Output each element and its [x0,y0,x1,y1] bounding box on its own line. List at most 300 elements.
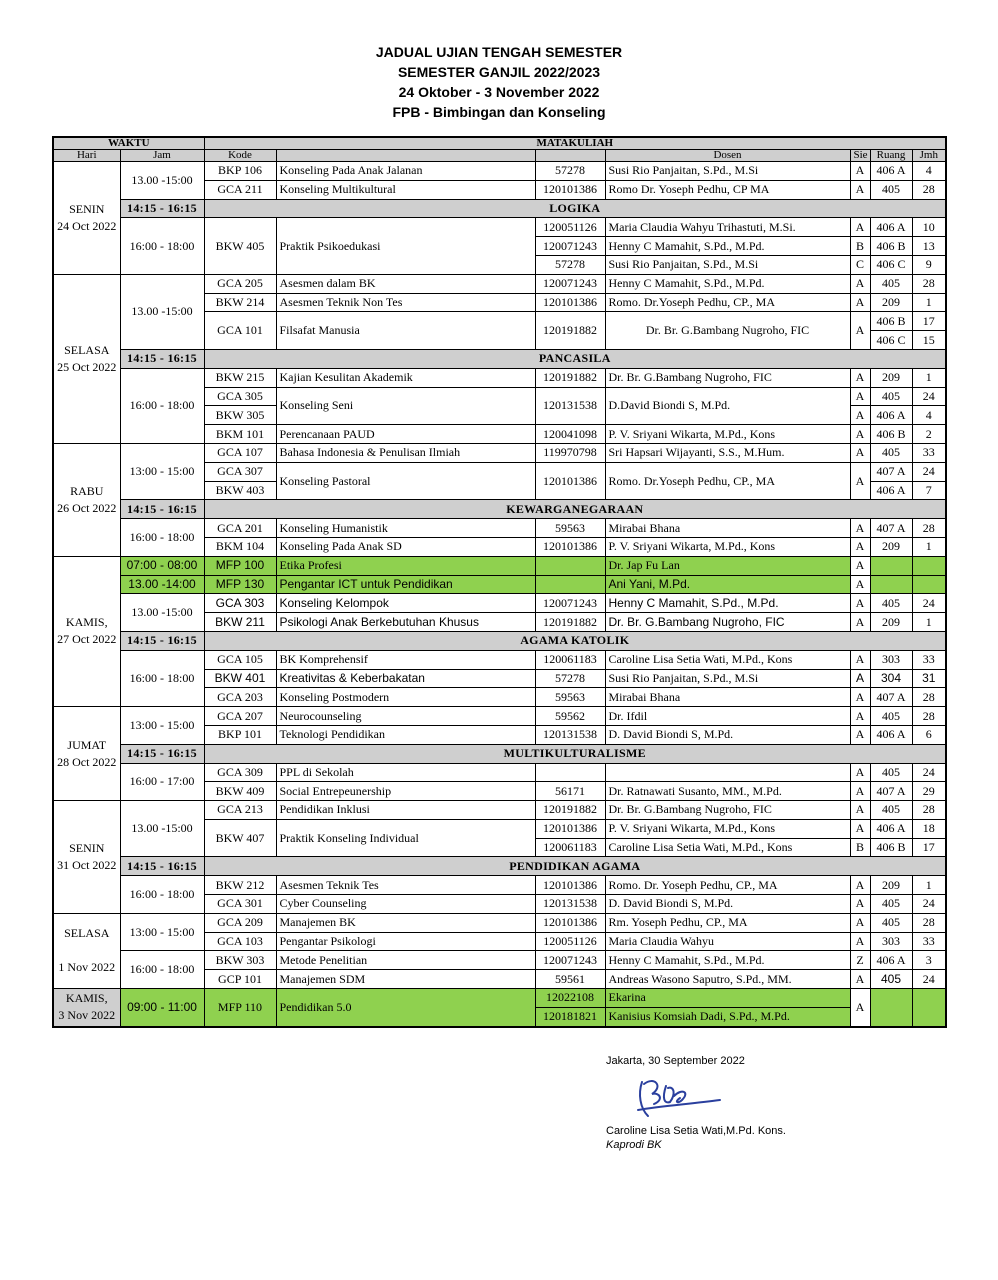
section: A [850,970,870,989]
course-name: Manajemen BK [276,913,535,932]
course-code: GCA 205 [204,274,276,293]
room: 304 [870,669,912,688]
lecturer-id: 120061183 [535,838,605,857]
lecturer-id: 56171 [535,782,605,801]
count: 24 [912,387,946,406]
day-name: SELASA [64,926,110,941]
table-row [53,650,946,669]
course-code: GCA 211 [204,180,276,199]
room: 405 [870,913,912,932]
room: 405 [870,274,912,293]
room: 209 [870,613,912,632]
day-name: JUMAT [67,737,107,752]
lecturer-name: Romo. Dr. Yoseph Pedhu, CP., MA [605,876,850,895]
lecturer-name: Caroline Lisa Setia Wati, M.Pd., Kons [605,838,850,857]
day-name: RABU [70,483,104,498]
room: 407 A [870,782,912,801]
title-line-2: SEMESTER GANJIL 2022/2023 [397,64,601,80]
lecturer-id: 120101386 [535,180,605,199]
signatory-name: Caroline Lisa Setia Wati,M.Pd. Kons. [606,1125,786,1137]
room: 406 A [870,162,912,181]
table-row [53,951,946,970]
time-cell: 13.00 -15:00 [120,594,204,632]
lecturer-id: 120101386 [535,293,605,312]
room: 406 B [870,425,912,444]
course-name: Pendidikan 5.0 [276,989,535,1027]
room: 406 A [870,819,912,838]
room: 406 A [870,951,912,970]
count: 3 [912,951,946,970]
room: 209 [870,876,912,895]
count: 17 [912,838,946,857]
time-cell: 16:00 - 18:00 [120,876,204,914]
course-name: Konseling Pada Anak Jalanan [276,162,535,181]
day-date: 28 Oct 2022 [57,754,117,769]
room: 405 [870,895,912,914]
course-code: GCA 307 [204,462,276,481]
room [870,556,912,575]
lecturer-id [535,575,605,594]
table-row [53,443,946,462]
course-name: Psikologi Anak Berkebutuhan Khusus [276,613,535,632]
day-date: 25 Oct 2022 [57,359,117,374]
day-name: KAMIS, [65,615,108,630]
header-mk-blank [276,150,535,162]
lecturer-id: 120061183 [535,650,605,669]
lecturer-id [535,556,605,575]
section: C [850,255,870,274]
count: 28 [912,180,946,199]
room: 406 B [870,838,912,857]
lecturer-id: 120071243 [535,274,605,293]
course-name: Teknologi Pendidikan [276,725,535,744]
lecturer-id: 59562 [535,707,605,726]
lecturer-id: 57278 [535,669,605,688]
room: 209 [870,368,912,387]
table-row [53,763,946,782]
lecturer-name: Maria Claudia Wahyu [605,932,850,951]
count: 24 [912,895,946,914]
lecturer-id: 120071243 [535,237,605,256]
break-subject: AGAMA KATOLIK [204,631,946,650]
break-row [53,744,946,763]
count: 24 [912,970,946,989]
break-row [53,857,946,876]
lecturer-name: Henny C Mamahit, S.Pd., M.Pd. [605,237,850,256]
lecturer-name: Ani Yani, M.Pd. [605,575,850,594]
course-name: Kreativitas & Keberbakatan [276,669,535,688]
header-dosen: Dosen [605,150,850,162]
title-line-1: JADUAL UJIAN TENGAH SEMESTER [375,44,623,60]
count: 28 [912,688,946,707]
time-cell: 13:00 - 15:00 [120,707,204,745]
section: Z [850,951,870,970]
day-name: SELASA [64,342,110,357]
count: 15 [912,331,946,350]
section: A [850,425,870,444]
lecturer-id: 120131538 [535,387,605,425]
lecturer-name: Kanisius Komsiah Dadi, S.Pd., M.Pd. [605,1007,850,1026]
course-code: BKW 212 [204,876,276,895]
day-date: 31 Oct 2022 [57,857,117,872]
course-name: Praktik Psikoedukasi [276,218,535,274]
course-code: MFP 100 [204,556,276,575]
lecturer-id: 120041098 [535,425,605,444]
day-name: KAMIS, [65,991,108,1006]
course-name: PPL di Sekolah [276,763,535,782]
section: A [850,782,870,801]
time-cell: 16:00 - 18:00 [120,218,204,274]
section: A [850,406,870,425]
section: A [850,274,870,293]
table-row [53,162,946,181]
break-subject: MULTIKULTURALISME [204,744,946,763]
course-code: BKM 104 [204,537,276,556]
lecturer-id [535,763,605,782]
room: 406 C [870,255,912,274]
section: A [850,876,870,895]
header-jmh: Jmh [912,150,946,162]
break-row [53,631,946,650]
table-row [53,274,946,293]
section: B [850,838,870,857]
section: A [850,462,870,500]
lecturer-id: 120101386 [535,537,605,556]
course-code: MFP 110 [204,989,276,1027]
course-code: GCA 209 [204,913,276,932]
room: 407 A [870,688,912,707]
course-name: Konseling Multikultural [276,180,535,199]
course-name: Asesmen Teknik Tes [276,876,535,895]
count [912,575,946,594]
course-name: Konseling Postmodern [276,688,535,707]
lecturer-id: 120131538 [535,725,605,744]
room: 405 [870,387,912,406]
lecturer-id: 12022108 [535,989,605,1008]
count: 13 [912,237,946,256]
room: 405 [870,594,912,613]
table-row [53,519,946,538]
table-row [53,876,946,895]
handwritten-signature-image [630,1074,725,1122]
count: 1 [912,368,946,387]
lecturer-name: Romo Dr. Yoseph Pedhu, CP MA [605,180,850,199]
course-code: BKM 101 [204,425,276,444]
lecturer-name: Dr. Br. G.Bambang Nugroho, FIC [605,613,850,632]
header-sie: Sie [850,150,870,162]
course-code: BKP 101 [204,725,276,744]
break-row [53,500,946,519]
day-cell [53,913,120,988]
course-name: Kajian Kesulitan Akademik [276,368,535,387]
lecturer-id: 120191882 [535,801,605,820]
count: 1 [912,876,946,895]
count: 1 [912,613,946,632]
room: 407 A [870,519,912,538]
lecturer-name: D.David Biondi S, M.Pd. [605,387,850,425]
count: 28 [912,913,946,932]
lecturer-id: 120051126 [535,932,605,951]
header-kode: Kode [204,150,276,162]
table-row [53,801,946,820]
lecturer-name: Sri Hapsari Wijayanti, S.S., M.Hum. [605,443,850,462]
count: 4 [912,406,946,425]
count: 28 [912,519,946,538]
break-row [53,199,946,218]
lecturer-name: P. V. Sriyani Wikarta, M.Pd., Kons [605,537,850,556]
section: A [850,669,870,688]
break-subject: PANCASILA [204,349,946,368]
room: 405 [870,443,912,462]
course-name: Etika Profesi [276,556,535,575]
room: 406 B [870,237,912,256]
lecturer-name: D. David Biondi S, M.Pd. [605,725,850,744]
lecturer-id: 120051126 [535,218,605,237]
lecturer-name: Caroline Lisa Setia Wati, M.Pd., Kons [605,650,850,669]
course-name: Asesmen Teknik Non Tes [276,293,535,312]
section: A [850,537,870,556]
course-name: Pengantar ICT untuk Pendidikan [276,575,535,594]
break-time: 14:15 - 16:15 [120,199,204,218]
section: A [850,218,870,237]
course-name: BK Komprehensif [276,650,535,669]
section: A [850,932,870,951]
lecturer-id: 120191882 [535,613,605,632]
header-ruang: Ruang [870,150,912,162]
day-name: SENIN [69,840,105,855]
course-code: BKW 409 [204,782,276,801]
header-row-group [53,137,946,150]
section: A [850,688,870,707]
count: 33 [912,932,946,951]
course-code: BKW 305 [204,406,276,425]
count: 6 [912,725,946,744]
course-code: BKP 106 [204,162,276,181]
count: 2 [912,425,946,444]
signature-block [606,1124,786,1152]
lecturer-name [605,763,850,782]
lecturer-name: Mirabai Bhana [605,519,850,538]
lecturer-name: Romo. Dr.Yoseph Pedhu, CP., MA [605,462,850,500]
time-cell: 13.00 -15:00 [120,274,204,349]
course-code: BKW 403 [204,481,276,500]
lecturer-id: 120191882 [535,312,605,350]
day-cell [53,989,120,1027]
room: 407 A [870,462,912,481]
section: A [850,725,870,744]
lecturer-name: Susi Rio Panjaitan, S.Pd., M.Si [605,255,850,274]
section: A [850,989,870,1027]
count: 28 [912,274,946,293]
count: 24 [912,594,946,613]
course-code: BKW 214 [204,293,276,312]
day-cell [53,162,120,275]
lecturer-name: Romo. Dr.Yoseph Pedhu, CP., MA [605,293,850,312]
time-cell: 09:00 - 11:00 [120,989,204,1027]
table-row [53,913,946,932]
room: 303 [870,932,912,951]
count: 29 [912,782,946,801]
room: 209 [870,537,912,556]
table-row [53,575,946,594]
course-name: Perencanaan PAUD [276,425,535,444]
lecturer-name: Henny C Mamahit, S.Pd., M.Pd. [605,594,850,613]
count [912,556,946,575]
header-nid-blank [535,150,605,162]
section: A [850,594,870,613]
day-date: 24 Oct 2022 [57,218,117,233]
section: A [850,368,870,387]
lecturer-name: Maria Claudia Wahyu Trihastuti, M.Si. [605,218,850,237]
room: 406 A [870,725,912,744]
course-code: GCA 103 [204,932,276,951]
section: A [850,312,870,350]
section: A [850,763,870,782]
count: 31 [912,669,946,688]
section: A [850,180,870,199]
room: 405 [870,763,912,782]
course-name: Konseling Kelompok [276,594,535,613]
lecturer-name: Dr. Jap Fu Lan [605,556,850,575]
lecturer-id: 120071243 [535,594,605,613]
lecturer-name: Rm. Yoseph Pedhu, CP., MA [605,913,850,932]
lecturer-id: 59563 [535,688,605,707]
course-code: BKW 303 [204,951,276,970]
count: 24 [912,763,946,782]
section: A [850,575,870,594]
document-title-block [0,42,998,122]
day-date: 26 Oct 2022 [57,500,117,515]
course-code: GCP 101 [204,970,276,989]
course-name: Manajemen SDM [276,970,535,989]
count: 28 [912,801,946,820]
course-name: Neurocounseling [276,707,535,726]
room: 405 [870,970,912,989]
course-code: BKW 401 [204,669,276,688]
course-name: Filsafat Manusia [276,312,535,350]
course-name: Social Entrepeunership [276,782,535,801]
time-cell: 13:00 - 15:00 [120,913,204,951]
course-code: GCA 309 [204,763,276,782]
course-name: Praktik Konseling Individual [276,819,535,857]
signature-place-date: Jakarta, 30 September 2022 [606,1055,745,1067]
lecturer-id: 120131538 [535,895,605,914]
header-matakuliah: MATAKULIAH [204,137,946,150]
exam-schedule-table [52,136,947,1028]
section: A [850,819,870,838]
lecturer-id: 120101386 [535,876,605,895]
time-cell: 13:00 - 15:00 [120,443,204,499]
day-cell [53,443,120,556]
lecturer-id: 57278 [535,255,605,274]
course-code: BKW 407 [204,819,276,857]
count: 7 [912,481,946,500]
course-name: Metode Penelitian [276,951,535,970]
break-subject: LOGIKA [204,199,946,218]
course-code: GCA 303 [204,594,276,613]
day-cell [53,707,120,801]
day-name: SENIN [69,201,105,216]
table-row [53,556,946,575]
lecturer-id: 119970798 [535,443,605,462]
section: A [850,556,870,575]
break-row [53,349,946,368]
table-row [53,594,946,613]
lecturer-id: 120071243 [535,951,605,970]
break-time: 14:15 - 16:15 [120,500,204,519]
table-row [53,368,946,387]
course-name: Pendidikan Inklusi [276,801,535,820]
course-code: GCA 207 [204,707,276,726]
time-cell: 13.00 -15:00 [120,162,204,200]
course-code: GCA 305 [204,387,276,406]
section: A [850,801,870,820]
lecturer-name: Dr. Br. G.Bambang Nugroho, FIC [605,368,850,387]
course-name: Konseling Humanistik [276,519,535,538]
room: 405 [870,180,912,199]
day-cell [53,274,120,443]
lecturer-name: P. V. Sriyani Wikarta, M.Pd., Kons [605,819,850,838]
break-time: 14:15 - 16:15 [120,349,204,368]
lecturer-id: 57278 [535,162,605,181]
lecturer-name: Mirabai Bhana [605,688,850,707]
day-date: 27 Oct 2022 [57,632,117,647]
section: A [850,443,870,462]
course-code: BKW 215 [204,368,276,387]
count [912,989,946,1027]
table-row [53,707,946,726]
section: B [850,237,870,256]
lecturer-name: Susi Rio Panjaitan, S.Pd., M.Si [605,669,850,688]
signatory-role: Kaprodi BK [606,1139,662,1151]
room: 405 [870,707,912,726]
break-subject: PENDIDIKAN AGAMA [204,857,946,876]
course-code: GCA 105 [204,650,276,669]
time-cell: 13.00 -15:00 [120,801,204,857]
course-code: GCA 213 [204,801,276,820]
course-code: GCA 101 [204,312,276,350]
lecturer-name: Henny C Mamahit, S.Pd., M.Pd. [605,274,850,293]
room: 303 [870,650,912,669]
lecturer-id: 59561 [535,970,605,989]
room: 406 A [870,406,912,425]
title-line-4: FPB - Bimbingan dan Konseling [392,104,606,120]
lecturer-id: 120191882 [535,368,605,387]
section: A [850,707,870,726]
count: 17 [912,312,946,331]
section: A [850,913,870,932]
break-time: 14:15 - 16:15 [120,744,204,763]
count: 1 [912,537,946,556]
break-time: 14:15 - 16:15 [120,631,204,650]
course-code: GCA 301 [204,895,276,914]
header-row-columns [53,150,946,162]
lecturer-id: 120101386 [535,462,605,500]
time-cell: 16:00 - 18:00 [120,368,204,443]
break-subject: KEWARGANEGARAAN [204,500,946,519]
course-code: GCA 203 [204,688,276,707]
room: 209 [870,293,912,312]
table-row [53,989,946,1008]
room: 405 [870,801,912,820]
course-code: MFP 130 [204,575,276,594]
course-name: Konseling Pada Anak SD [276,537,535,556]
course-name: Cyber Counseling [276,895,535,914]
lecturer-name: Ekarina [605,989,850,1008]
title-line-3: 24 Oktober - 3 November 2022 [398,84,600,100]
break-time: 14:15 - 16:15 [120,857,204,876]
lecturer-name: Henny C Mamahit, S.Pd., M.Pd. [605,951,850,970]
